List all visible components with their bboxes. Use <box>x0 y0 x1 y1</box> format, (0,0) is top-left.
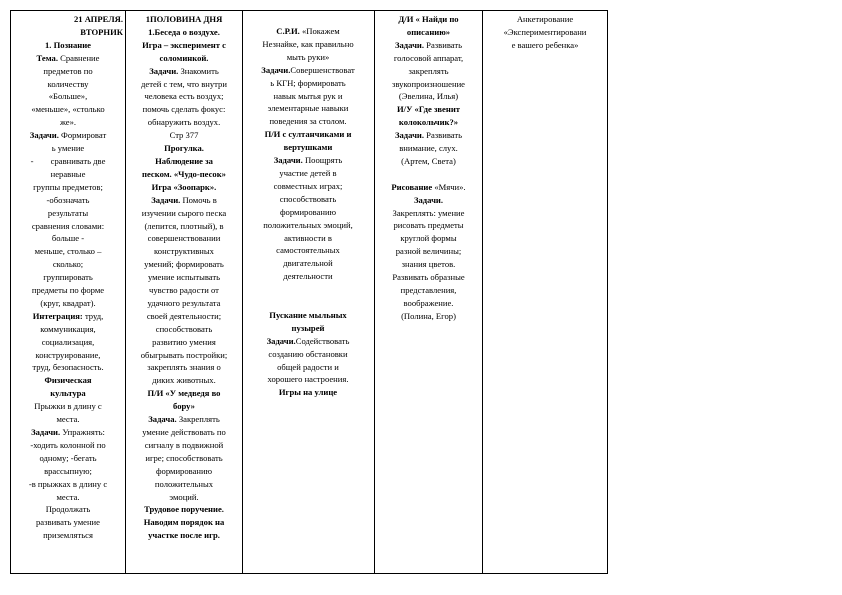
line-text: чувство радости от <box>149 285 219 296</box>
text-line <box>247 193 369 206</box>
line-text: деятельности <box>283 271 333 282</box>
line-text: формированию <box>155 465 213 476</box>
text-line <box>378 297 479 310</box>
text-line <box>13 336 123 349</box>
line-text: сигналу в подвижной <box>144 439 224 450</box>
line-text: Закреплять: умение <box>392 207 465 218</box>
text-line <box>247 51 369 64</box>
cell-education-activities <box>11 13 125 573</box>
line-text: «меньше», «столько <box>31 104 105 115</box>
text-line <box>128 452 240 465</box>
text-line <box>13 439 123 452</box>
text-line <box>247 38 369 51</box>
text-line <box>13 78 123 91</box>
cell-games <box>243 25 373 573</box>
text-line <box>13 297 123 310</box>
text-line <box>128 78 240 91</box>
text-line <box>128 413 240 426</box>
text-line <box>13 142 123 155</box>
text-line <box>128 503 240 516</box>
text-line <box>13 103 123 116</box>
text-line <box>128 232 240 245</box>
text-line <box>128 26 240 39</box>
text-line <box>13 194 123 207</box>
bold-label: вертушками <box>283 142 333 153</box>
text-line <box>128 310 240 323</box>
text-line <box>13 426 123 439</box>
text-line <box>128 129 240 142</box>
text-line <box>13 258 123 271</box>
cell-first-half-of-day <box>126 13 242 573</box>
bold-label: Задачи. <box>394 130 425 141</box>
line-text: (Полина, Егор) <box>401 310 456 321</box>
line-text: совершенствовании <box>147 233 221 244</box>
line-text: Развивать <box>424 130 463 141</box>
text-line <box>128 39 240 52</box>
text-line <box>247 219 369 232</box>
text-line <box>378 219 479 232</box>
text-line <box>13 349 123 362</box>
line-text: голосовой аппарат, <box>393 52 464 63</box>
line-text: Прыжки в длину с <box>34 401 102 412</box>
text-line <box>486 26 604 39</box>
text-line <box>378 52 479 65</box>
bold-label: Задачи. <box>394 39 425 50</box>
bold-label: Игры на улице <box>278 387 338 398</box>
line-text: общей радости и <box>277 361 339 372</box>
line-text: приземляться <box>43 530 93 541</box>
bold-label: 1.Беседа о воздухе. <box>148 26 220 37</box>
text-line <box>247 141 369 154</box>
date-heading: 21 АПРЕЛЯ. <box>73 14 123 24</box>
line-text: умение испытывать <box>147 272 221 283</box>
line-text: предметы по форме <box>31 285 105 296</box>
text-line <box>378 271 479 284</box>
text-line <box>128 361 240 374</box>
text-line <box>378 258 479 271</box>
text-line <box>128 103 240 116</box>
text-line <box>378 26 479 39</box>
text-line <box>128 90 240 103</box>
text-line <box>128 387 240 400</box>
bold-label: Задачи. <box>149 65 179 76</box>
text-line <box>378 116 479 129</box>
text-line <box>247 373 369 386</box>
bold-label: бору» <box>173 401 195 412</box>
line-text: обнаружить воздух. <box>147 117 221 128</box>
line-text: конструирование, <box>35 349 101 360</box>
line-text: формированию <box>279 206 337 217</box>
line-text: количеству <box>47 78 89 89</box>
line-text: Содействовать <box>295 335 350 346</box>
line-text: Развивать <box>424 39 463 50</box>
text-line <box>13 310 123 323</box>
text-line <box>128 465 240 478</box>
text-line <box>247 348 369 361</box>
text-line <box>128 155 240 168</box>
line-text: Знакомить <box>178 65 219 76</box>
text-line <box>378 103 479 116</box>
text-line <box>247 232 369 245</box>
line-text: Развивать образные <box>392 272 465 283</box>
line-text: меньше, столько – <box>34 246 102 257</box>
bold-label: Пускание мыльных <box>269 309 347 320</box>
line-text: (Эвелина, Илья) <box>398 91 459 102</box>
line-text: способствовать <box>279 193 337 204</box>
text-line <box>247 257 369 270</box>
bold-label: Задачи. <box>413 194 444 205</box>
text-line <box>128 516 240 529</box>
line-text: результаты <box>47 207 89 218</box>
line-text: Формироват <box>58 130 107 141</box>
text-line <box>378 78 479 91</box>
text-line <box>128 142 240 155</box>
line-text: умение действовать по <box>142 427 226 437</box>
line-text: представления, <box>400 285 457 296</box>
line-text: (лепится, плотный), в <box>144 220 224 231</box>
cell-text <box>13 39 123 542</box>
bold-label: Прогулка. <box>164 143 204 154</box>
text-line <box>128 181 240 194</box>
text-line <box>247 296 369 309</box>
text-line <box>13 413 123 426</box>
text-line <box>128 284 240 297</box>
cell-text <box>128 13 240 542</box>
line-text: места. <box>56 414 80 425</box>
line-text: «Покажем <box>299 26 340 36</box>
bold-label: участке после игр. <box>148 530 220 541</box>
line-text: участие детей в <box>279 167 337 178</box>
line-text: удачного результата <box>147 297 221 308</box>
text-line <box>13 478 123 491</box>
line-text: круглой формы <box>400 233 457 244</box>
line-text: «Мячи». <box>432 181 466 192</box>
line-text: врассыпную; <box>44 465 92 476</box>
text-line <box>247 167 369 180</box>
text-line <box>128 13 240 26</box>
text-line <box>247 64 369 77</box>
line-text: -обозначать <box>46 194 90 205</box>
line-text: неравные <box>50 168 86 179</box>
text-line <box>13 452 123 465</box>
line-text: Поощрять <box>302 155 343 166</box>
line-text: «Больше», <box>48 91 88 102</box>
text-line <box>13 155 123 168</box>
text-line <box>13 168 123 181</box>
text-line <box>247 180 369 193</box>
line-text: (круг, квадрат). <box>40 297 96 308</box>
text-line <box>378 245 479 258</box>
text-line <box>486 13 604 26</box>
line-text: закреплять <box>408 65 449 76</box>
text-line <box>378 155 479 168</box>
text-line <box>247 322 369 335</box>
line-text: разной величины; <box>395 246 462 257</box>
text-line <box>378 194 479 207</box>
line-text: ь КГН; формировать <box>270 77 346 88</box>
line-text: «Экспериментировани <box>503 26 587 37</box>
line-text: поведения за столом. <box>269 116 347 127</box>
line-text: закреплять знания о <box>147 362 221 373</box>
cell-text <box>247 25 369 399</box>
text-line <box>13 129 123 142</box>
cell-text <box>486 13 604 52</box>
bold-label: Наводим порядок на <box>143 517 225 528</box>
text-line <box>13 323 123 336</box>
text-line <box>247 386 369 399</box>
bold-label: Игра – эксперимент с <box>142 39 226 50</box>
text-line <box>13 39 123 52</box>
bold-label: 1ПОЛОВИНА ДНЯ <box>145 14 223 24</box>
bold-label: описанию» <box>406 26 451 37</box>
line-text: положительных <box>154 478 214 489</box>
text-line <box>247 335 369 348</box>
bold-label: Физическая <box>44 375 92 386</box>
text-line <box>13 220 123 233</box>
line-text: больше - <box>51 233 85 244</box>
text-line <box>128 491 240 504</box>
text-line <box>128 220 240 233</box>
bold-label: П/И с султанчиками и <box>264 129 352 140</box>
line-text: диких животных. <box>152 375 216 386</box>
line-text: звукопроизношение <box>391 78 466 89</box>
text-line <box>128 168 240 181</box>
line-text: своей деятельности; <box>146 310 222 321</box>
line-text: Незнайке, как правильно <box>262 38 354 49</box>
text-line <box>128 400 240 413</box>
line-text: эмоций. <box>169 491 199 502</box>
bold-label: Задачи. <box>31 427 61 437</box>
text-line <box>247 361 369 374</box>
text-line <box>13 491 123 504</box>
cell-text <box>378 13 479 323</box>
text-line <box>128 245 240 258</box>
text-line <box>378 207 479 220</box>
line-text: конструктивных <box>154 246 214 257</box>
text-line <box>378 65 479 78</box>
line-text: игре; способствовать <box>145 452 223 463</box>
text-line <box>128 336 240 349</box>
text-line <box>128 271 240 284</box>
line-text: группировать <box>43 272 93 283</box>
bold-label: колокольчик?» <box>398 117 459 128</box>
text-line <box>13 400 123 413</box>
text-line <box>378 284 479 297</box>
bold-label: пузырей <box>291 322 325 333</box>
line-text: (Артем, Света) <box>401 155 456 166</box>
line-text: -в прыжках в длину с <box>28 478 108 489</box>
text-line <box>247 77 369 90</box>
text-line <box>247 25 369 38</box>
text-line <box>13 465 123 478</box>
text-line <box>247 309 369 322</box>
line-text: места. <box>56 491 80 502</box>
bold-label: культура <box>50 388 86 399</box>
line-text: самостоятельных <box>276 245 340 256</box>
text-line <box>128 478 240 491</box>
bold-label: С.Р.И. <box>276 26 300 36</box>
bold-label: И/У «Где звенит <box>397 104 460 115</box>
line-text: двигательной <box>283 258 333 269</box>
bold-label: Трудовое поручение. <box>144 504 224 515</box>
line-text: сколько; <box>52 259 84 270</box>
text-line <box>128 116 240 129</box>
text-line <box>378 90 479 103</box>
bold-label: П/И «У медведя во <box>147 388 221 399</box>
bold-label: 1. Познание <box>45 39 91 50</box>
line-text: е вашего ребенка» <box>511 39 579 50</box>
line-text: хорошего настроения. <box>267 374 349 385</box>
text-line <box>128 426 240 439</box>
line-text: помочь сделать фокус: <box>142 104 226 115</box>
line-text: одному; -бегать <box>39 452 97 463</box>
line-text: положительных эмоций, <box>263 219 353 230</box>
line-text: группы предметов; <box>33 181 103 192</box>
text-line <box>13 65 123 78</box>
line-text: внимание, слух. <box>399 143 458 154</box>
text-line <box>247 206 369 219</box>
line-text: человека есть воздух; <box>144 91 224 102</box>
text-line <box>13 181 123 194</box>
bold-label: Игра «Зоопарк». <box>151 181 217 192</box>
text-line <box>378 129 479 142</box>
bold-label: Задачи. <box>261 64 291 75</box>
text-line <box>128 65 240 78</box>
line-text: Помочь в <box>180 194 217 205</box>
line-text: Продолжать <box>45 504 91 515</box>
text-line <box>13 387 123 400</box>
text-line <box>128 374 240 387</box>
text-line <box>128 52 240 65</box>
line-text: Совершенствоват <box>290 64 355 75</box>
bold-label: Задачи. <box>266 335 296 346</box>
text-line <box>378 168 479 181</box>
line-text: Закреплять <box>176 414 220 425</box>
line-text: развитию умения <box>152 336 216 347</box>
line-text: Сравнение <box>57 52 100 63</box>
bold-label: Задачи. <box>151 194 181 205</box>
line-text: элементарные навыки <box>267 103 349 114</box>
line-text: совместных играх; <box>273 180 343 191</box>
line-text: ь умение <box>51 143 85 154</box>
text-line <box>128 323 240 336</box>
text-line <box>13 245 123 258</box>
bold-label: Интеграция: <box>32 310 83 321</box>
text-line <box>378 142 479 155</box>
line-text: детей с тем, что внутри <box>141 78 227 89</box>
line-text: изучении сырого песка <box>141 207 227 218</box>
text-line <box>13 361 123 374</box>
line-text: активности в <box>284 232 332 243</box>
text-line <box>378 310 479 323</box>
line-text: Анкетирование <box>516 14 574 24</box>
text-line <box>247 244 369 257</box>
text-line <box>247 128 369 141</box>
text-line <box>128 258 240 271</box>
line-text: коммуникация, <box>40 323 96 334</box>
line-text: труд, <box>82 310 104 321</box>
line-text: способствовать <box>155 323 213 334</box>
line-text: Стр 377 <box>169 130 199 141</box>
text-line <box>13 374 123 387</box>
line-text: умений; формировать <box>144 259 224 270</box>
line-text: развивать умение <box>36 517 100 528</box>
plan-table <box>10 10 608 574</box>
line-text: воображение. <box>403 297 454 308</box>
text-line <box>13 116 123 129</box>
line-text: труд, безопасность. <box>32 362 104 373</box>
text-line <box>128 297 240 310</box>
bold-label: Рисование <box>391 181 433 192</box>
bold-label: Задачи. <box>29 130 59 141</box>
cell-parents-work <box>483 13 607 573</box>
line-text: -ходить колонной по <box>30 439 106 450</box>
line-text: сравнения словами: <box>31 220 105 231</box>
text-line <box>486 39 604 52</box>
line-text: навык мытья рук и <box>273 90 343 101</box>
text-line <box>247 283 369 296</box>
text-line <box>247 115 369 128</box>
bold-label: песком. «Чудо-песок» <box>142 168 226 179</box>
text-line <box>13 90 123 103</box>
text-line <box>247 270 369 283</box>
line-text: знания цветов. <box>401 259 456 270</box>
line-text: же». <box>59 117 77 128</box>
text-line <box>128 349 240 362</box>
line-text: рисовать предметы <box>393 220 464 231</box>
text-line <box>13 284 123 297</box>
text-line <box>247 90 369 103</box>
text-line <box>247 154 369 167</box>
line-text: Упражнять: <box>60 427 105 437</box>
text-line <box>13 207 123 220</box>
bold-label: соломинкой. <box>159 52 209 63</box>
text-line <box>13 516 123 529</box>
text-line <box>128 529 240 542</box>
cell-individual-work <box>375 13 482 573</box>
bold-label: Задача. <box>148 414 177 425</box>
text-line <box>13 529 123 542</box>
bold-label: Д/И « Найди по <box>398 14 459 24</box>
text-line <box>378 181 479 194</box>
line-text: мыть руки» <box>286 51 330 62</box>
text-line <box>128 207 240 220</box>
bold-label: Наблюдение за <box>155 155 213 166</box>
weekday-heading: ВТОРНИК <box>80 26 123 37</box>
bold-label: Тема. <box>36 52 58 63</box>
line-text: обыгрывать постройки; <box>140 349 228 360</box>
line-text: предметов по <box>43 65 93 76</box>
text-line <box>378 232 479 245</box>
line-text: социализация, <box>41 336 95 347</box>
text-line <box>13 232 123 245</box>
text-line <box>13 52 123 65</box>
line-text: созданию обстановки <box>268 348 348 359</box>
text-line <box>128 439 240 452</box>
text-line <box>378 13 479 26</box>
text-line <box>247 102 369 115</box>
line-text: - сравнивать две <box>30 155 106 166</box>
text-line <box>378 39 479 52</box>
bold-label: Задачи. <box>273 155 303 166</box>
text-line <box>128 194 240 207</box>
text-line <box>13 271 123 284</box>
text-line <box>13 503 123 516</box>
